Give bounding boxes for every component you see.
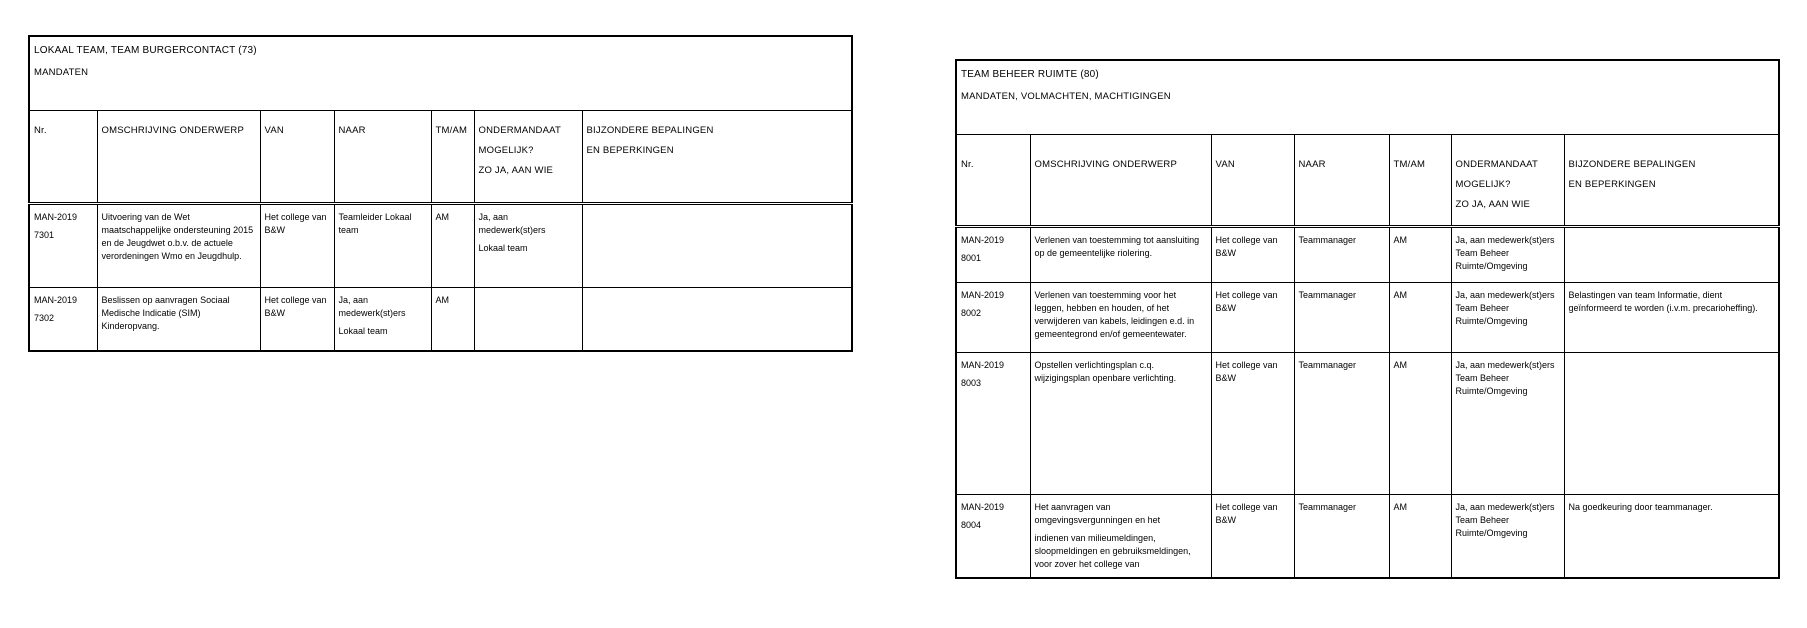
omschrijving-text-2: indienen van milieumeldingen, sloopmeldingen en gebruiksmeldingen, voor zover het college van: [1034, 532, 1191, 569]
nr-prefix: MAN-2019: [961, 234, 1005, 245]
table-row: [29, 287, 852, 351]
header-ondermandaat-line1: ONDERMANDAAT: [478, 124, 561, 136]
cell-ondermandaat: Ja, aan medewerk(st)ers Team Beheer Ruimte/Omgeving: [1451, 494, 1564, 578]
cell-naar: Teammanager: [1294, 226, 1389, 282]
nr-number: 7301: [34, 229, 55, 240]
cell-omschrijving: Uitvoering van de Wet maatschappelijke ondersteuning 2015 en de Jeugdwet o.b.v. de actuele verordeningen Wmo en Jeugdhulp.: [97, 203, 260, 287]
cell-nr: [29, 203, 97, 287]
cell-tmam: AM: [1389, 282, 1451, 352]
header-nr: Nr.: [34, 124, 47, 136]
cell-van: Het college van B&W: [260, 287, 334, 351]
cell-van: Het college van B&W: [260, 203, 334, 287]
table-subtitle: MANDATEN, VOLMACHTEN, MACHTIGINGEN: [961, 91, 1171, 102]
header-ondermandaat-line3: ZO JA, AAN WIE: [1455, 198, 1531, 210]
table-row: [956, 226, 1779, 282]
naar-text-2: Lokaal team: [338, 325, 388, 336]
nr-number: 8001: [961, 252, 982, 263]
cell-van: Het college van B&W: [1211, 226, 1294, 282]
cell-nr: [956, 282, 1030, 352]
table-title: TEAM BEHEER RUIMTE (80): [961, 69, 1099, 80]
cell-naar: Teammanager: [1294, 352, 1389, 494]
table-title-cell: [956, 60, 1779, 134]
ondermandaat-text-2: Lokaal team: [478, 242, 528, 253]
cell-bijzondere: [1564, 226, 1779, 282]
header-naar: NAAR: [334, 110, 431, 203]
cell-naar: Teammanager: [1294, 494, 1389, 578]
header-ondermandaat-line1: ONDERMANDAAT: [1455, 158, 1538, 170]
cell-bijzondere: Na goedkeuring door teammanager.: [1564, 494, 1779, 578]
header-tmam: TM/AM: [1389, 134, 1451, 226]
cell-ondermandaat: Ja, aan medewerk(st)ers Team Beheer Ruimte/Omgeving: [1451, 352, 1564, 494]
header-ondermandaat: [474, 110, 582, 203]
header-row: [29, 110, 852, 203]
header-omschrijving: OMSCHRIJVING ONDERWERP: [1030, 134, 1211, 226]
cell-nr: [956, 494, 1030, 578]
table-row: [29, 203, 852, 287]
header-bijzondere: [582, 110, 852, 203]
header-bijzondere-line2: EN BEPERKINGEN: [1568, 178, 1656, 190]
table-row: [956, 282, 1779, 352]
mandate-table-beheer-ruimte: [955, 59, 1780, 579]
cell-omschrijving: Beslissen op aanvragen Sociaal Medische Indicatie (SIM) Kinderopvang.: [97, 287, 260, 351]
table-title: LOKAAL TEAM, TEAM BURGERCONTACT (73): [34, 45, 257, 56]
cell-omschrijving: Verlenen van toestemming tot aansluiting op de gemeentelijke riolering.: [1030, 226, 1211, 282]
header-ondermandaat: [1451, 134, 1564, 226]
cell-tmam: AM: [431, 203, 474, 287]
cell-naar: Teamleider Lokaal team: [334, 203, 431, 287]
cell-nr: [29, 287, 97, 351]
cell-van: Het college van B&W: [1211, 282, 1294, 352]
cell-van: Het college van B&W: [1211, 352, 1294, 494]
table-title-cell: [29, 36, 852, 110]
header-nr: Nr.: [961, 158, 974, 170]
header-naar: NAAR: [1294, 134, 1389, 226]
nr-number: 8003: [961, 377, 982, 388]
cell-tmam: AM: [431, 287, 474, 351]
table-subtitle: MANDATEN: [34, 67, 89, 78]
table-row: [956, 352, 1779, 494]
nr-number: 8002: [961, 307, 982, 318]
cell-naar: Teammanager: [1294, 282, 1389, 352]
table-row: [956, 494, 1779, 578]
cell-omschrijving: Opstellen verlichtingsplan c.q. wijzigingsplan openbare verlichting.: [1030, 352, 1211, 494]
cell-bijzondere: [582, 287, 852, 351]
cell-van: Het college van B&W: [1211, 494, 1294, 578]
cell-naar: [334, 287, 431, 351]
nr-prefix: MAN-2019: [961, 359, 1005, 370]
cell-ondermandaat: [474, 287, 582, 351]
nr-number: 7302: [34, 312, 55, 323]
cell-nr: [956, 352, 1030, 494]
header-ondermandaat-line2: MOGELIJK?: [1455, 178, 1511, 190]
nr-number: 8004: [961, 519, 982, 530]
ondermandaat-text: Ja, aan medewerk(st)ers: [478, 211, 546, 235]
cell-omschrijving: Verlenen van toestemming voor het leggen, hebben en houden, of het verwijderen van kabels, leidingen e.d. in gemeentegrond en/of gemeentewater.: [1030, 282, 1211, 352]
cell-nr: [956, 226, 1030, 282]
cell-tmam: AM: [1389, 352, 1451, 494]
header-ondermandaat-line2: MOGELIJK?: [478, 144, 534, 156]
header-van: VAN: [1211, 134, 1294, 226]
cell-omschrijving: [1030, 494, 1211, 578]
header-ondermandaat-line3: ZO JA, AAN WIE: [478, 164, 554, 176]
nr-prefix: MAN-2019: [961, 289, 1005, 300]
nr-prefix: MAN-2019: [961, 501, 1005, 512]
header-row: [956, 134, 1779, 226]
cell-ondermandaat: Ja, aan medewerk(st)ers Team Beheer Ruimte/Omgeving: [1451, 282, 1564, 352]
header-tmam: TM/AM: [431, 110, 474, 203]
cell-bijzondere: Belastingen van team Informatie, dient geïnformeerd te worden (i.v.m. precarioheffing).: [1564, 282, 1779, 352]
cell-bijzondere: [1564, 352, 1779, 494]
header-bijzondere-line1: BIJZONDERE BEPALINGEN: [586, 124, 714, 136]
cell-ondermandaat: [474, 203, 582, 287]
header-bijzondere: [1564, 134, 1779, 226]
nr-prefix: MAN-2019: [34, 211, 78, 222]
naar-text: Ja, aan medewerk(st)ers: [338, 294, 406, 318]
header-van: VAN: [260, 110, 334, 203]
header-bijzondere-line1: BIJZONDERE BEPALINGEN: [1568, 158, 1696, 170]
cell-tmam: AM: [1389, 494, 1451, 578]
header-omschrijving: OMSCHRIJVING ONDERWERP: [97, 110, 260, 203]
cell-ondermandaat: Ja, aan medewerk(st)ers Team Beheer Ruimte/Omgeving: [1451, 226, 1564, 282]
mandate-table-lokaal-team: [28, 35, 853, 352]
header-bijzondere-line2: EN BEPERKINGEN: [586, 144, 674, 156]
nr-prefix: MAN-2019: [34, 294, 78, 305]
cell-tmam: AM: [1389, 226, 1451, 282]
cell-bijzondere: [582, 203, 852, 287]
omschrijving-text: Het aanvragen van omgevingsvergunningen en het: [1034, 501, 1161, 525]
